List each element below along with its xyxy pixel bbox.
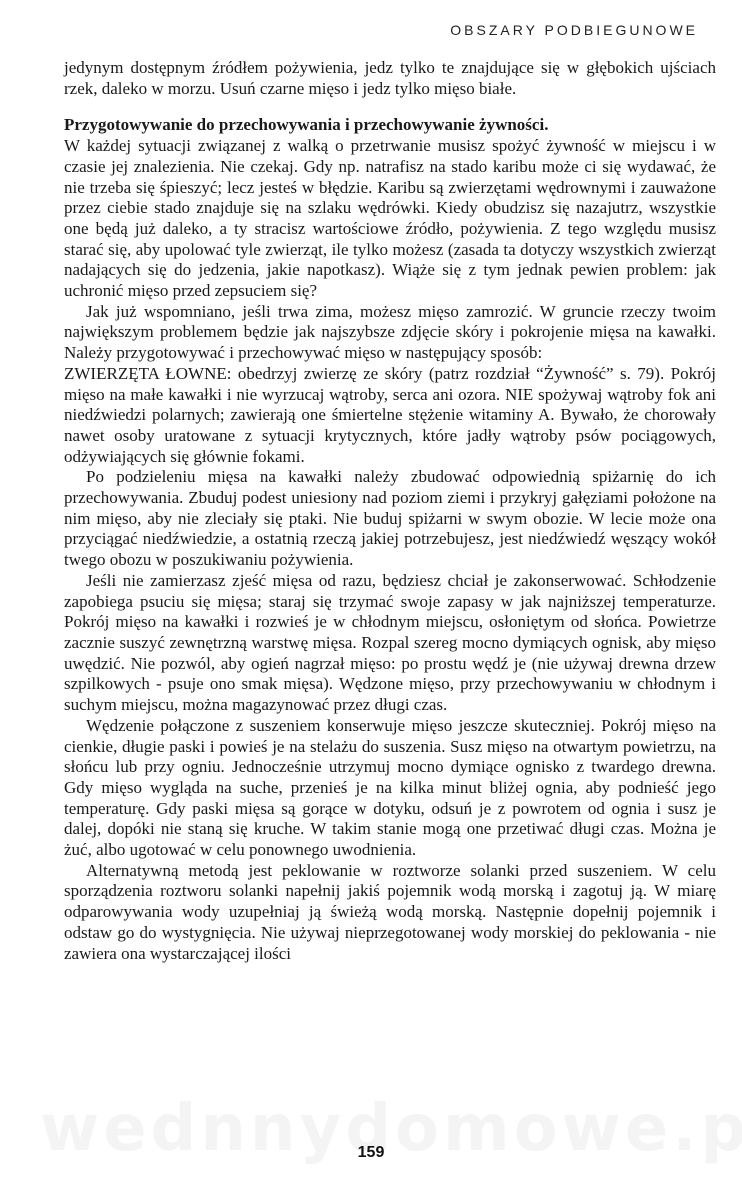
page-number: 159 [357,1144,385,1161]
page-body [64,58,716,964]
paragraph-1: W każdej sytuacji związanej z walką o przetrwanie musisz spożyć żywność w miejscu i w czasie jej znalezienia. Nie czekaj. Gdy np. natrafisz na stado karibu może ci się wydawać, że nie trzeba się śpieszyć; lecz jesteś w błędzie. Karibu są zwierzętami wędrownymi i zauważone przez ciebie stado znajduje się na szlaku wędrówki. Kiedy obudzisz się nazajutrz, wszystkie one będą już daleko, a ty stracisz wartościowe źródło, pożywienia. Z tego względu musisz starać się, aby upolować tyle zwierząt, ile tylko możesz (zasada ta dotyczy wszystkich zwierząt nadających się do jedzenia, jakie napotkasz). Wiąże się z tym jednak pewien problem: jak uchronić mięso przed zepsuciem się? [64,136,716,301]
paragraph-4: Po podzieleniu mięsa na kawałki należy zbudować odpowiednią spiżarnię do ich przechowywania. Zbuduj podest uniesiony nad poziom ziemi i przykryj gałęziami położone na nim mięso, aby nie zleciały się ptaki. Nie buduj spiżarni w swym obozie. W lecie może ona przyciągać niedźwiedzie, a ostatnią rzeczą jakiej potrzebujesz, jest niedźwiedź węszący wokół twego obozu w poszukiwaniu pożywienia. [64,467,716,570]
paragraph-7: Alternatywną metodą jest peklowanie w roztworze solanki przed suszeniem. W celu sporządzenia roztworu solanki napełnij jakiś pojemnik wodą morską i zagotuj ją. W miarę odparowywania wody uzupełniaj ją świeżą wodą morską. Następnie dopełnij pojemnik i odstaw go do wystygnięcia. Nie używaj nieprzegotowanej wody morskiej do peklowania - nie zawiera ona wystarczającej ilości [64,860,716,963]
running-header: OBSZARY PODBIEGUNOWE [450,22,698,38]
paragraph-3: ZWIERZĘTA ŁOWNE: obedrzyj zwierzę ze skóry (patrz rozdział “Żywność” s. 79). Pokrój mięso na małe kawałki i nie wyrzucaj wątroby, serca ani ozora. NIE spożywaj wątroby fok ani niedźwiedzi polarnych; zawierają one śmiertelne stężenie witaminy A. Bywało, że chorowały nawet osoby uratowane z sytuacji krytycznych, które jadły wątroby psów pociągowych, odżywiających się głównie fokami. [64,363,716,466]
paragraph-5: Jeśli nie zamierzasz zjeść mięsa od razu, będziesz chciał je zakonserwować. Schłodzenie zapobiega psuciu się mięsa; staraj się trzymać swoje zapasy w jak najniższej temperaturze. Pokrój mięso na kawałki i rozwieś je w chłodnym miejscu, osłoniętym od słońca. Powietrze zacznie suszyć zewnętrzną warstwę mięsa. Rozpal szereg mocno dymiących ognisk, aby mięso uwędzić. Nie pozwól, aby ogień nagrzał mięso: po prostu wędź je (nie używaj drewna drzew szpilkowych - psuje ono smak mięsa). Wędzone mięso, przy przechowywaniu w chłodnym i suchym miejscu, można magazynować przez długi czas. [64,570,716,715]
paragraph-6: Wędzenie połączone z suszeniem konserwuje mięso jeszcze skuteczniej. Pokrój mięso na cienkie, długie paski i powieś je na stelażu do suszenia. Susz mięso na otwartym powietrzu, na słońcu lub przy ogniu. Jednocześnie utrzymuj mocno dymiące ognisko z twardego drewna. Gdy mięso wygląda na suche, przenieś je na kilka minut bliżej ognia, aby podnieść jego temperaturę. Gdy paski mięsa są gorące w dotyku, odsuń je z powrotem od ognia i susz je dalej, dopóki nie staną się kruche. W takim stanie mogą one przetiwać długi czas. Można je żuć, albo ugotować w celu ponownego uwodnienia. [64,715,716,860]
intro-paragraph: jedynym dostępnym źródłem pożywienia, jedz tylko te znajdujące się w głębokich ujściach rzek, daleko w morzu. Usuń czarne mięso i jedz tylko mięso białe. [64,58,716,98]
section-gap [64,99,716,115]
paragraph-2: Jak już wspomniano, jeśli trwa zima, możesz mięso zamrozić. W gruncie rzeczy twoim największym problemem będzie jak najszybsze zdjęcie skóry i pokrojenie mięsa na kawałki. Należy przygotowywać i przechowywać mięso w następujący sposób: [64,301,716,363]
section-heading: Przygotowywanie do przechowywania i przechowywanie żywności. [64,115,549,135]
